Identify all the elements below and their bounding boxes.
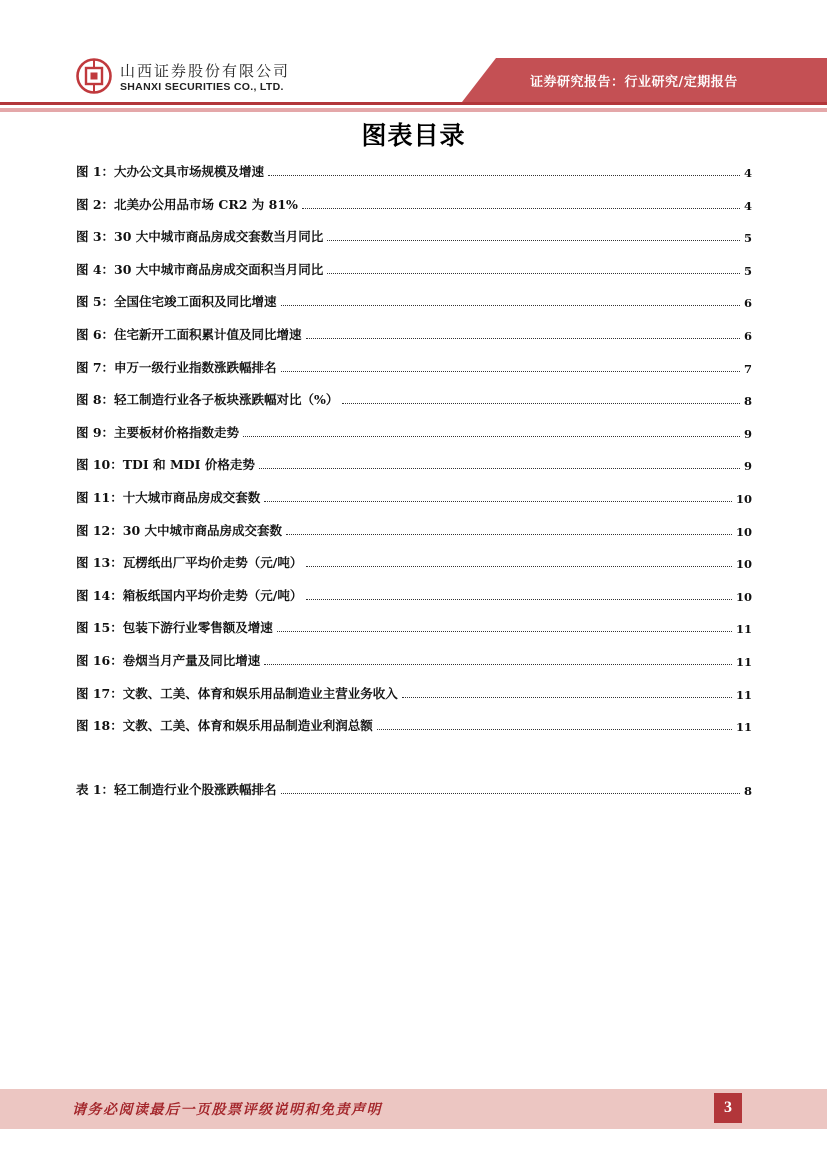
toc-entry-label: 图 8：轻工制造行业各子板块涨跌幅对比（%）: [76, 392, 339, 408]
toc-entry-page: 4: [743, 166, 752, 180]
toc-entry[interactable]: [76, 584, 752, 604]
toc-entry[interactable]: [76, 421, 752, 441]
toc-entry-page: 6: [743, 329, 752, 343]
toc-leader-dots: [327, 239, 740, 241]
header-rule-light: [0, 108, 827, 112]
toc-entry-label: 图 10：TDI 和 MDI 价格走势: [76, 457, 255, 473]
toc-entry-label: 表 1：轻工制造行业个股涨跌幅排名: [76, 782, 277, 797]
page-number: 3: [714, 1093, 742, 1123]
company-name-cn: 山西证券股份有限公司: [120, 62, 291, 80]
toc-entry[interactable]: [76, 778, 752, 798]
toc-entry-label: 图 12：30 大中城市商品房成交套数: [76, 522, 282, 538]
toc-entry-page: 8: [743, 784, 752, 798]
toc-entry-label: 图 13：瓦楞纸出厂平均价走势（元/吨）: [76, 555, 303, 571]
toc-entry-label: 图 4：30 大中城市商品房成交面积当月同比: [76, 261, 324, 277]
toc-entry-label: 图 11：十大城市商品房成交套数: [76, 490, 261, 505]
page-header: [0, 0, 827, 118]
toc-entry-page: 7: [743, 361, 752, 376]
toc-entry-label: 图 9：主要板材价格指数走势: [76, 424, 240, 440]
toc-entry-label: 图 2：北美办公用品市场 CR2 为 81%: [76, 196, 298, 212]
toc-entry-label: 图 14：箱板纸国内平均价走势（元/吨）: [76, 587, 303, 603]
toc-entry[interactable]: [76, 160, 752, 180]
toc-leader-dots: [264, 663, 732, 665]
toc-entry[interactable]: [76, 551, 752, 571]
toc-leader-dots: [259, 467, 740, 469]
toc-entry[interactable]: [76, 388, 752, 408]
toc-entry-page: 11: [735, 655, 752, 669]
toc-leader-dots: [264, 500, 732, 502]
company-logo-icon: [76, 58, 112, 94]
toc-leader-dots: [402, 696, 732, 698]
toc-entry-label: 图 6：住宅新开工面积累计值及同比增速: [76, 327, 302, 342]
toc-leader-dots: [327, 272, 740, 274]
toc-leader-dots: [302, 207, 740, 209]
toc-leader-dots: [281, 304, 740, 306]
toc-leader-dots: [281, 792, 740, 794]
toc-entry-label: 图 3：30 大中城市商品房成交套数当月同比: [76, 229, 324, 245]
toc-entry-label: 图 17：文教、工美、体育和娱乐用品制造业主营业务收入: [76, 685, 398, 701]
toc-entry[interactable]: [76, 323, 752, 343]
toc-entry-page: 6: [743, 296, 752, 311]
toc-entry[interactable]: [76, 486, 752, 506]
toc-entry-page: 10: [735, 589, 752, 604]
toc-leader-dots: [377, 728, 732, 730]
toc-leader-dots: [286, 533, 732, 535]
toc-entry-label: 图 15：包装下游行业零售额及增速: [76, 620, 273, 636]
toc-entry-page: 10: [735, 557, 752, 572]
page-title: 图表目录: [361, 121, 466, 150]
toc-entry[interactable]: [76, 356, 752, 376]
toc-leader-dots: [306, 598, 732, 600]
toc-entry-page: 5: [743, 263, 752, 278]
header-rule: [0, 102, 827, 105]
toc-entry-page: 8: [743, 394, 752, 409]
toc-entry[interactable]: [76, 649, 752, 669]
toc-leader-dots: [243, 435, 740, 437]
toc-entry[interactable]: [76, 714, 752, 734]
toc-leader-dots: [277, 630, 732, 632]
toc-entry-label: 图 1：大办公文具市场规模及增速: [76, 164, 265, 179]
toc-entry-page: 10: [735, 524, 752, 539]
toc-entry-label: 图 18：文教、工美、体育和娱乐用品制造业利润总额: [76, 718, 373, 734]
toc-entry-page: 11: [735, 687, 752, 702]
toc-leader-dots: [281, 370, 740, 372]
toc-leader-dots: [342, 402, 740, 404]
toc-entry[interactable]: [76, 225, 752, 245]
toc-entry-label: 图 7：申万一级行业指数涨跌幅排名: [76, 359, 277, 375]
toc-entry[interactable]: [76, 519, 752, 539]
toc-entry-label: 图 16：卷烟当月产量及同比增速: [76, 653, 261, 668]
toc-entry[interactable]: [76, 616, 752, 636]
toc-leader-dots: [306, 565, 732, 567]
company-name-en: SHANXI SECURITIES CO., LTD.: [120, 81, 284, 93]
toc-entry-page: 4: [743, 198, 752, 213]
toc-leader-dots: [306, 337, 740, 339]
toc-entry[interactable]: [76, 290, 752, 310]
toc-entry-page: 11: [735, 720, 752, 735]
toc-entry-page: 9: [743, 459, 752, 474]
footer-disclaimer: 请务必阅读最后一页股票评级说明和免责声明: [72, 1102, 382, 1118]
toc-entry-page: 11: [735, 622, 752, 637]
toc-entry-page: 5: [743, 231, 752, 246]
toc-entry-label: 图 5：全国住宅竣工面积及同比增速: [76, 294, 277, 310]
toc-leader-dots: [268, 174, 740, 176]
toc-entry-page: 9: [743, 426, 752, 441]
toc-entry-page: 10: [735, 492, 752, 506]
toc-entry[interactable]: [76, 682, 752, 702]
toc-entry[interactable]: [76, 453, 752, 473]
report-type-label: 证券研究报告：行业研究/定期报告: [530, 75, 738, 90]
toc-entry[interactable]: [76, 258, 752, 278]
toc-entry[interactable]: [76, 193, 752, 213]
